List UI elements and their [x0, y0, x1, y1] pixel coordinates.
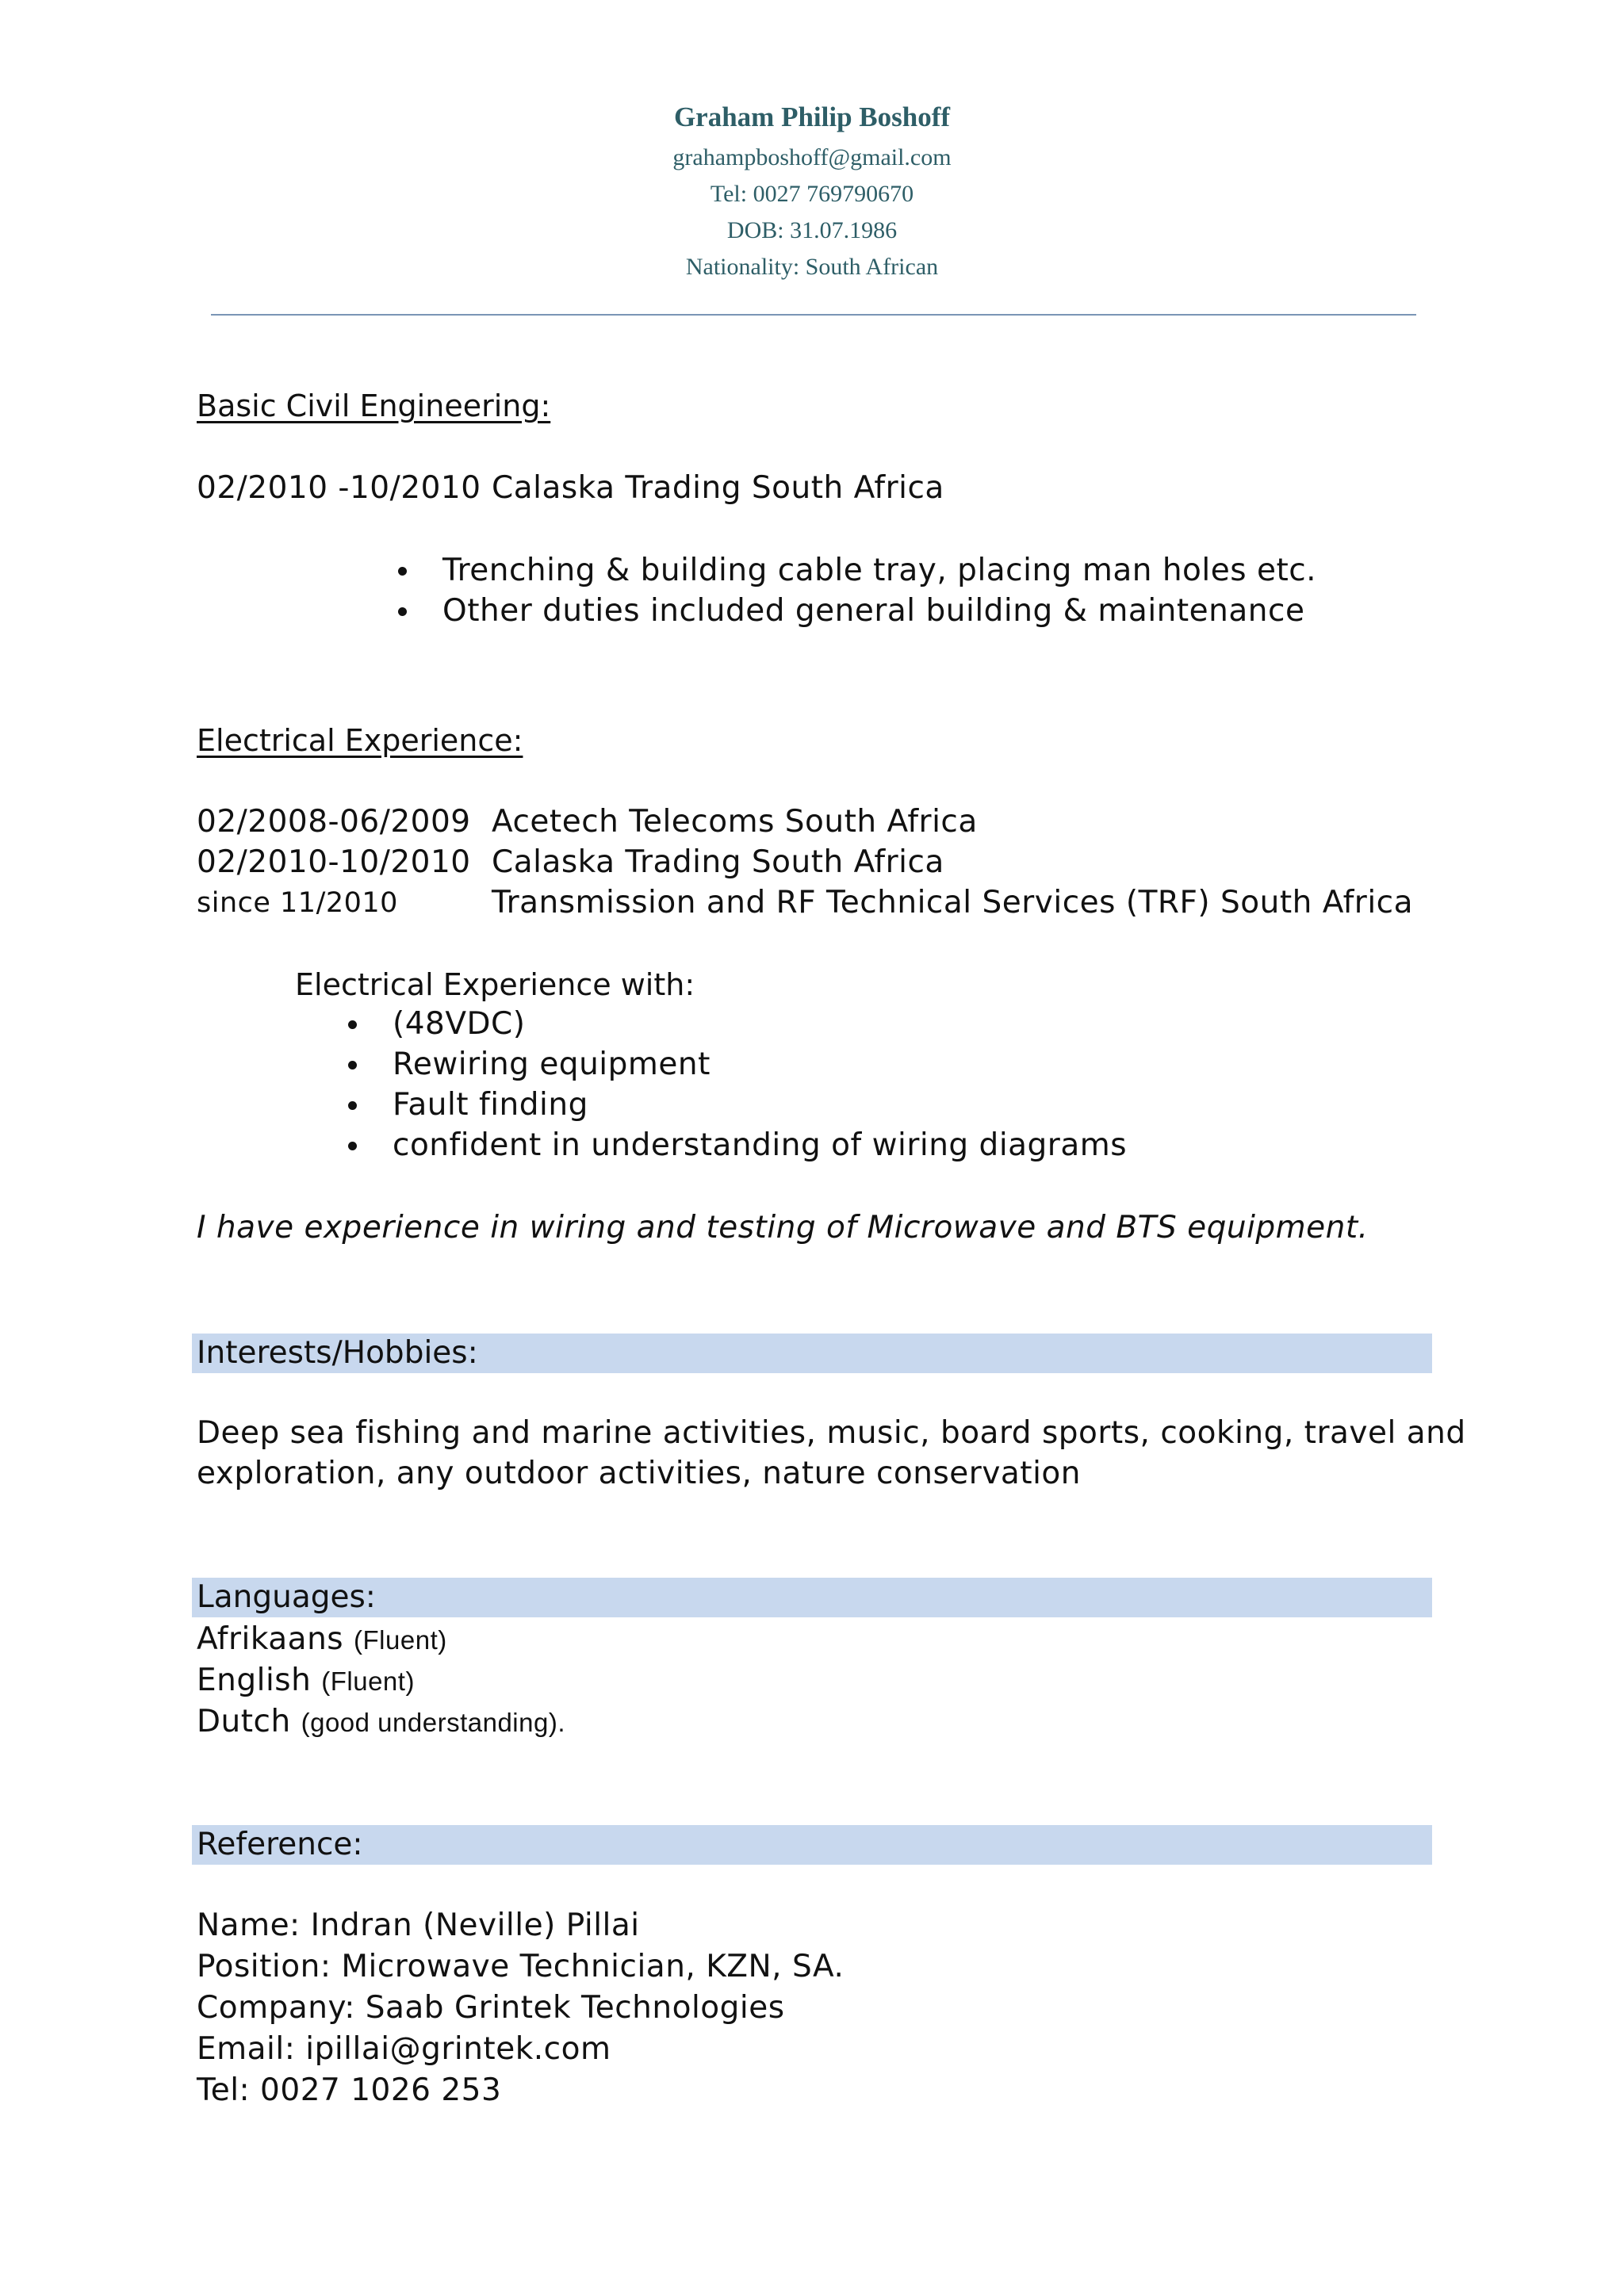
electrical-subheading: Electrical Experience with:: [295, 967, 695, 1002]
interests-text-line2: exploration, any outdoor activities, nature conservation: [197, 1456, 1082, 1491]
reference-company: Company: Saab Grintek Technologies: [197, 1990, 785, 2026]
electrical-skills-list: [393, 1004, 1127, 1165]
reference-heading: Reference:: [197, 1827, 363, 1862]
list-item: Other duties included general building & maintenance: [442, 591, 1316, 631]
job-company: Calaska Trading South Africa: [492, 844, 944, 880]
job-period: 02/2008-06/2009: [197, 804, 471, 840]
electrical-heading: Electrical Experience:: [197, 723, 523, 758]
civil-company: Calaska Trading South Africa: [492, 470, 944, 506]
list-item: Rewiring equipment: [393, 1044, 1127, 1085]
interests-text-line1: Deep sea fishing and marine activities, music, board sports, cooking, travel and: [197, 1415, 1466, 1451]
language-name: Dutch: [197, 1704, 291, 1739]
language-item: [197, 1701, 565, 1743]
language-name: English: [197, 1663, 312, 1698]
job-period: since 11/2010: [197, 887, 398, 919]
list-item: Fault finding: [393, 1085, 1127, 1125]
languages-heading-band: [192, 1578, 1432, 1617]
header-divider: [211, 314, 1416, 316]
experience-note: I have experience in wiring and testing of Microwave and BTS equipment.: [197, 1210, 1369, 1246]
languages-heading: Languages:: [197, 1579, 376, 1615]
list-item: Trenching & building cable tray, placing man holes etc.: [442, 550, 1316, 591]
reference-tel: Tel: 0027 1026 253: [197, 2072, 502, 2108]
civil-period: 02/2010 -10/2010: [197, 470, 481, 506]
job-company: Transmission and RF Technical Services (TRF) South Africa: [492, 885, 1414, 920]
reference-position: Position: Microwave Technician, KZN, SA.: [197, 1949, 845, 1984]
language-level: (Fluent): [321, 1667, 415, 1696]
language-item: [197, 1619, 447, 1661]
civil-heading: Basic Civil Engineering:: [197, 388, 551, 423]
reference-email: Email: ipillai@grintek.com: [197, 2031, 611, 2067]
list-item: (48VDC): [393, 1004, 1127, 1044]
language-item: [197, 1660, 415, 1702]
reference-heading-band: [192, 1825, 1432, 1865]
email-line: grahampboshoff@gmail.com: [672, 144, 952, 170]
job-company: Acetech Telecoms South Africa: [492, 804, 978, 840]
language-level: (good understanding).: [301, 1708, 566, 1737]
language-level: (Fluent): [354, 1625, 447, 1655]
tel-line: Tel: 0027 769790670: [710, 181, 914, 207]
interests-heading-band: [192, 1334, 1432, 1373]
nationality-line: Nationality: South African: [685, 254, 939, 280]
dob-line: DOB: 31.07.1986: [726, 217, 898, 243]
contact-header: [0, 95, 1624, 285]
candidate-name: Graham Philip Boshoff: [673, 101, 951, 132]
job-period: 02/2010-10/2010: [197, 844, 471, 880]
reference-name: Name: Indran (Neville) Pillai: [197, 1908, 640, 1943]
language-name: Afrikaans: [197, 1621, 344, 1657]
interests-heading: Interests/Hobbies:: [197, 1335, 478, 1371]
list-item: confident in understanding of wiring diagrams: [393, 1125, 1127, 1165]
civil-duties-list: [442, 550, 1316, 631]
